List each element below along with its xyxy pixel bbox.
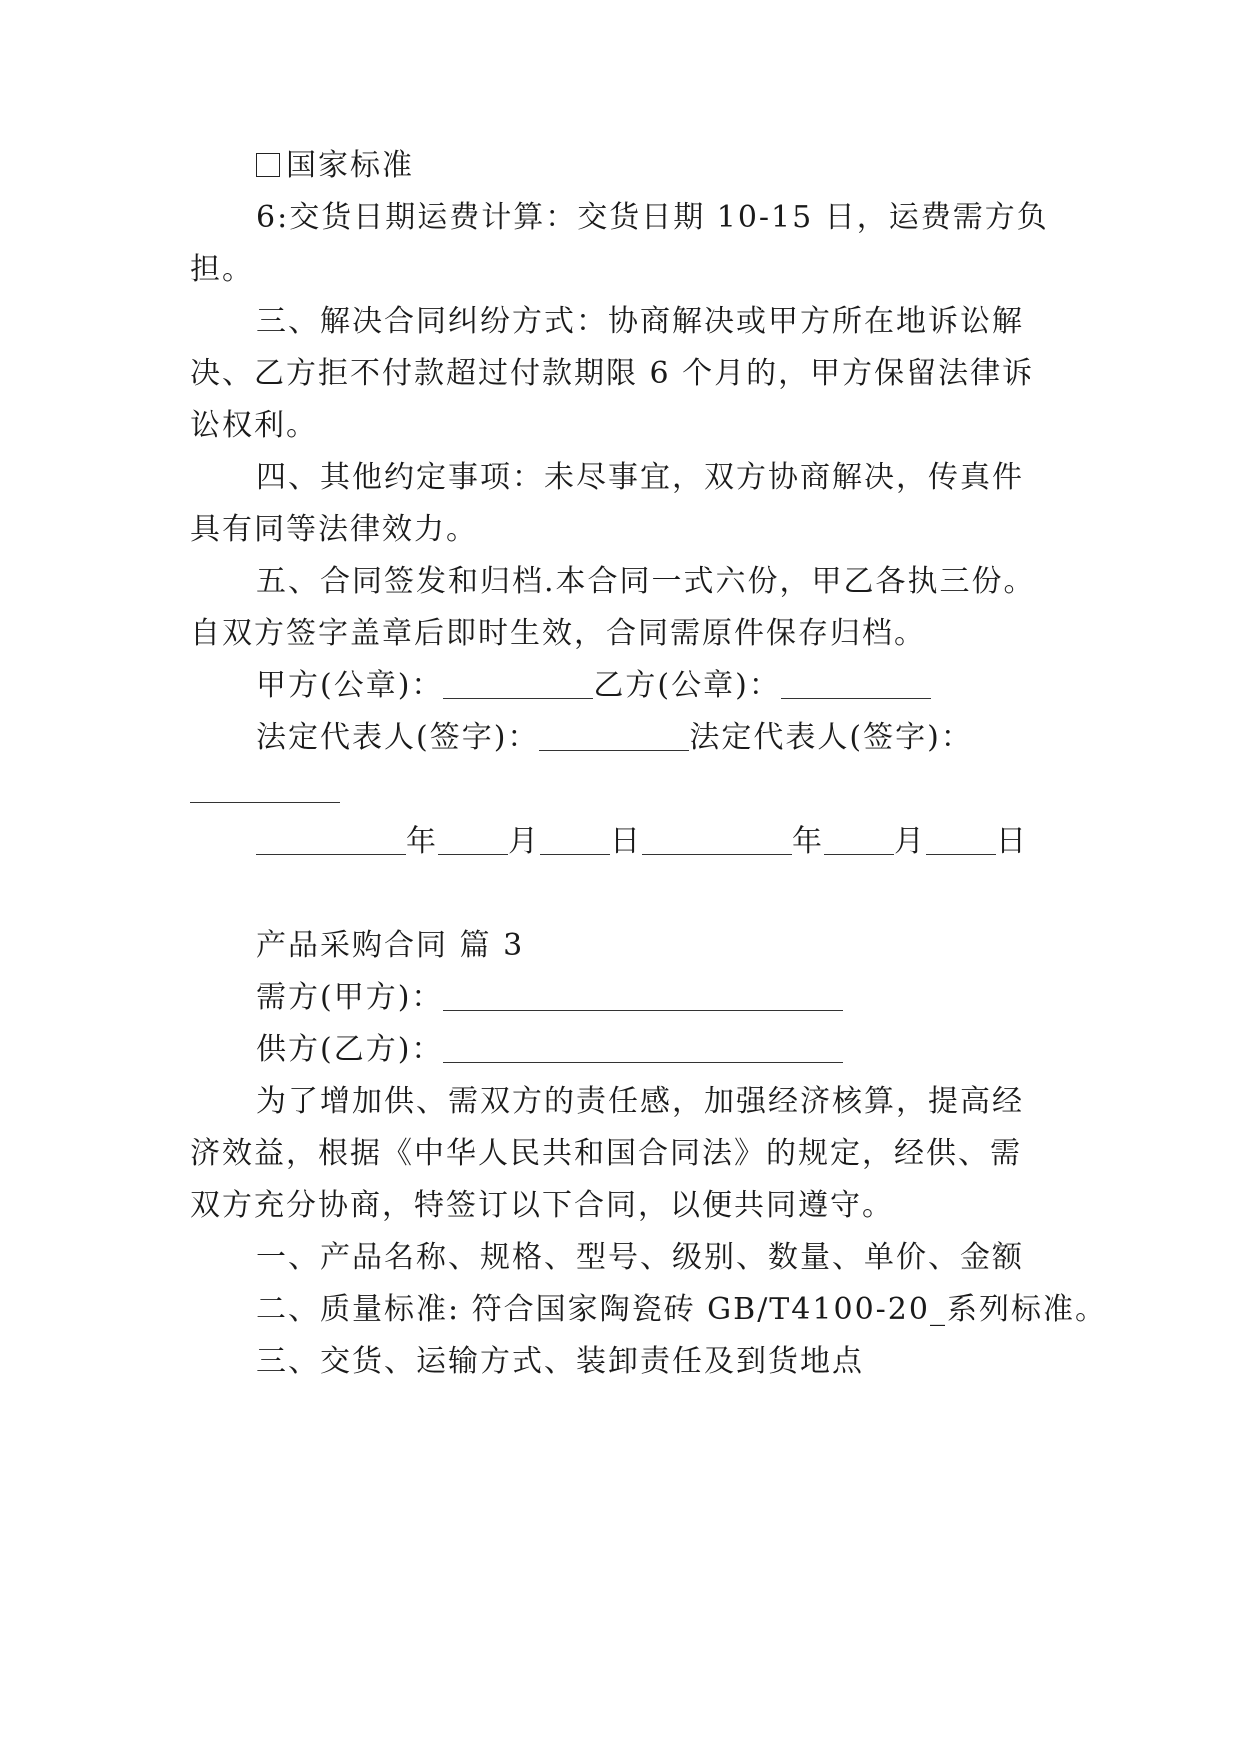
- buyer-line: [0, 978, 1241, 1018]
- dispute-clause: 三、解决合同纠纷方式：协商解决或甲方所在地诉讼解: [256, 304, 1024, 339]
- party-b-rep-label: 法定代表人(签字)：: [689, 720, 973, 755]
- party-b-month-blank[interactable]: [824, 824, 894, 855]
- other-matters-clause: 四、其他约定事项：未尽事宜，双方协商解决，传真件: [256, 460, 1024, 495]
- delivery-date-clause-cont: 担。: [190, 252, 254, 287]
- party-b-year-blank[interactable]: [642, 824, 792, 855]
- supplier-label: 供方(乙方)：: [256, 1032, 444, 1067]
- party-a-seal-label: 甲方(公章)：: [256, 668, 444, 703]
- party-a-year-blank[interactable]: [256, 824, 406, 855]
- party-a-day-blank[interactable]: [540, 824, 610, 855]
- other-matters-clause-cont: 具有同等法律效力。: [190, 512, 478, 547]
- delivery-date-clause: 6:交货日期运费计算：交货日期 10-15 日，运费需方负: [256, 200, 1049, 235]
- legal-rep-line: [0, 718, 1241, 758]
- buyer-label: 需方(甲方)：: [256, 980, 444, 1015]
- supplier-blank[interactable]: [443, 1032, 843, 1063]
- preamble-cont-1: 济效益，根据《中华人民共和国合同法》的规定，经供、需: [190, 1136, 1022, 1171]
- party-b-rep-line: [0, 770, 1241, 810]
- buyer-blank[interactable]: [443, 980, 843, 1011]
- date-line: 年 月 日 年 月 日: [0, 822, 1241, 862]
- dispute-clause-cont-2: 讼权利。: [190, 408, 318, 443]
- section-heading: 产品采购合同 篇 3: [256, 928, 525, 963]
- archive-clause: 五、合同签发和归档.本合同一式六份，甲乙各执三份。: [256, 564, 1036, 599]
- party-b-seal-blank[interactable]: [781, 668, 931, 699]
- checkbox-icon[interactable]: [256, 153, 280, 177]
- party-seal-line: [0, 666, 1241, 706]
- party-b-day-blank[interactable]: [926, 824, 996, 855]
- dispute-clause-cont-1: 决、乙方拒不付款超过付款期限 6 个月的，甲方保留法律诉: [190, 356, 1035, 391]
- party-a-rep-label: 法定代表人(签字)：: [256, 720, 540, 755]
- party-a-seal-blank[interactable]: [443, 668, 593, 699]
- party-a-month-blank[interactable]: [438, 824, 508, 855]
- clause-delivery: 三、交货、运输方式、装卸责任及到货地点: [256, 1344, 864, 1379]
- party-b-seal-label: 乙方(公章)：: [593, 668, 781, 703]
- archive-clause-cont: 自双方签字盖章后即时生效，合同需原件保存归档。: [190, 616, 926, 651]
- party-b-rep-blank[interactable]: [190, 772, 340, 803]
- preamble-cont-2: 双方充分协商，特签订以下合同，以便共同遵守。: [190, 1188, 894, 1223]
- supplier-line: [0, 1030, 1241, 1070]
- clause-product: 一、产品名称、规格、型号、级别、数量、单价、金额: [256, 1240, 1024, 1275]
- national-standard-option: 国家标准: [0, 146, 1241, 186]
- party-a-rep-blank[interactable]: [539, 720, 689, 751]
- clause-quality: 二、质量标准: 符合国家陶瓷砖 GB/T4100-20_系列标准。: [256, 1292, 1107, 1327]
- preamble: 为了增加供、需双方的责任感，加强经济核算，提高经: [256, 1084, 1024, 1119]
